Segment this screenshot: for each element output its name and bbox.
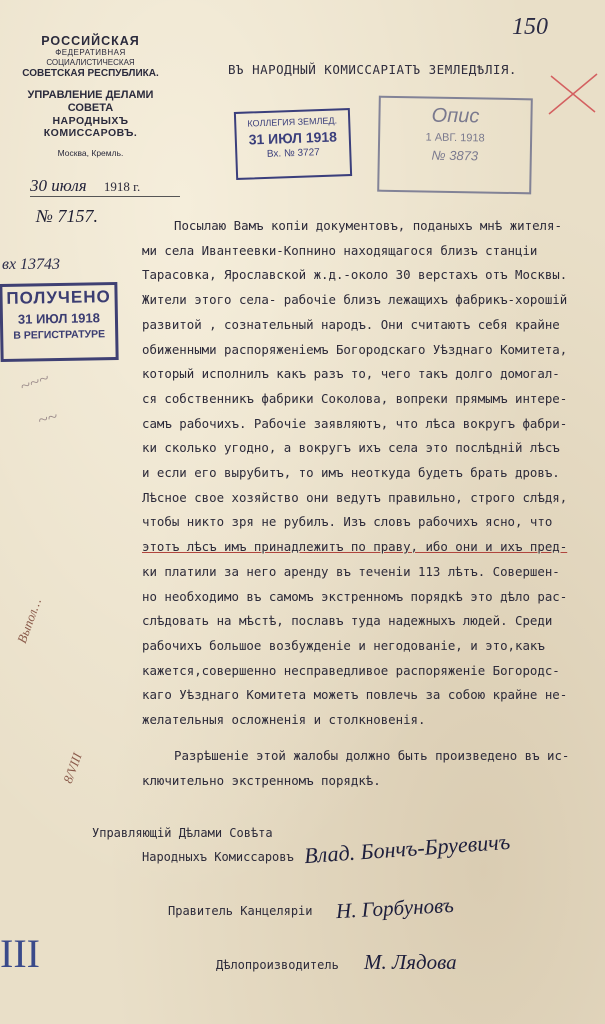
body-line: ки платили за него аренду въ теченіи 113 лѣтъ. Совершен- [142, 563, 560, 579]
closing-line: Разрѣшеніе этой жалобы должно быть произведено въ ис- [174, 748, 570, 763]
body-line: самъ рабочихъ. Рабочіе заявляютъ, что лѣса вокругъ фабри- [142, 415, 568, 431]
manager-title-1: Управляющій Дѣлами Совѣта [92, 826, 273, 840]
letter-date [30, 176, 180, 197]
date-handwritten: 30 июля [30, 176, 87, 195]
body-line: слѣдовать на мѣстѣ, пославъ туда надежныхъ людей. Среди [142, 613, 553, 629]
inbox-stamp [377, 96, 533, 195]
stamp-line: Опис [431, 104, 480, 128]
manager-title-2: Народныхъ Комиссаровъ [142, 850, 294, 864]
stamp-date: 31 ИЮЛ 1918 [17, 310, 101, 327]
body-line: Тарасовка, Ярославской ж.д.-около 30 верстахъ отъ Москвы. [142, 267, 568, 283]
letter-body [142, 214, 598, 733]
body-line: рабочихъ большое возбужденіе и негодованіе, и это,какъ [142, 637, 545, 653]
addressee: ВЪ НАРОДНЫЙ КОМИССАРІАТЪ ЗЕМЛЕДѢЛІЯ. [228, 62, 517, 77]
letter-closing [142, 744, 598, 793]
body-line: Жители этого села- рабочіе близъ лежащихъ фабрикъ-хорошій [142, 292, 568, 308]
body-line: Лѣсное свое хозяйство они ведутъ правильно, строго слѣдя, [142, 489, 568, 505]
body-line: желательныя осложненія и столкновенія. [142, 712, 426, 728]
letterhead-line: УПРАВЛЕНИЕ ДЕЛАМИ [27, 89, 154, 102]
closing-line: ключительно экстренномъ порядкѣ. [142, 772, 381, 788]
letterhead-line: СОЦИАЛИСТИЧЕСКАЯ [46, 57, 135, 67]
clerk-signature: М. Лядова [364, 950, 457, 974]
body-line: кажется,совершенно несправедливое распоряженіе Богородс- [142, 662, 560, 678]
pencil-scribble: ~~ [35, 405, 60, 431]
chancellery-signature: Н. Горбуновъ [335, 892, 455, 924]
body-line: ся собственникъ фабрики Соколова, вопреки прямымъ интере- [142, 390, 568, 406]
clerk-title: Дѣлопроизводитель [216, 958, 339, 972]
letterhead-line: РОССИЙСКАЯ [41, 34, 140, 48]
body-line: Посылаю Вамъ копіи документовъ, поданыхъ мнѣ жителя- [174, 218, 562, 233]
body-line: но необходимо въ самомъ экстренномъ порядкѣ это дѣло рас- [142, 588, 568, 604]
stamp-date: 1 АВГ. 1918 [425, 131, 485, 145]
reference-number: вх 13743 [2, 256, 61, 273]
pencil-scribble: ~~~ [17, 367, 52, 397]
blue-pencil-mark: III [0, 931, 40, 976]
body-line: ки сколько угодно, а вокругъ ихъ села это послѣдній лѣсъ [142, 440, 560, 456]
red-cross-mark [545, 70, 601, 118]
stamp-number: № 3873 [431, 147, 479, 164]
date-year: 1918 г. [103, 179, 141, 194]
letterhead [8, 34, 173, 158]
body-line: развитой , сознательный народъ. Они считаютъ себя крайне [142, 316, 560, 332]
body-line: чтобы никто зря не рубилъ. Изъ словъ рабочихъ ясно, что [142, 514, 553, 530]
stamp-line: КОЛЛЕГИЯ ЗЕМЛЕД. [247, 115, 338, 129]
body-line: обиженными распоряженіемъ Богородскаго Уѣзднаго Комитета, [142, 341, 568, 357]
chancellery-title: Правитель Канцеляріи [168, 904, 313, 918]
page-number: 150 [512, 14, 548, 40]
stamp-line: В РЕГИСТРАТУРЕ [13, 328, 106, 342]
body-line: который исполнилъ какъ разъ то, чего такъ долго домогал- [142, 366, 560, 382]
letterhead-city: Москва, Кремль. [57, 147, 124, 158]
body-line: каго Уѣзднаго Комитета можетъ повлечь за собою крайне не- [142, 687, 568, 703]
collegium-stamp [234, 108, 352, 180]
margin-note: 8/VIII [60, 750, 85, 786]
letterhead-line: НАРОДНЫХЪ КОМИССАРОВЪ. [43, 114, 138, 139]
outgoing-number: № 7157. [36, 206, 98, 226]
stamp-date: 31 ИЮЛ 1918 [248, 128, 338, 148]
received-stamp [0, 282, 119, 362]
body-line: ми села Ивантеевки-Копнино находящагося близъ станціи [142, 242, 538, 258]
stamp-line: ПОЛУЧЕНО [6, 287, 111, 308]
body-line: этотъ лѣсъ имъ принадлежитъ по праву, ибо они и ихъ пред- [142, 539, 568, 555]
body-line: и если его вырубитъ, то имъ неоткуда будетъ брать дровъ. [142, 465, 560, 481]
stamp-number: Вх. № 3727 [266, 146, 320, 160]
letterhead-line: СОВЕТА [67, 101, 114, 114]
margin-note: Выпол… [14, 596, 45, 646]
manager-signature: Влад. Бончъ-Бруевичъ [303, 828, 511, 869]
letterhead-line: ФЕДЕРАТИВНАЯ [55, 48, 126, 58]
letterhead-line: СОВЕТСКАЯ РЕСПУБЛИКА. [22, 67, 159, 79]
